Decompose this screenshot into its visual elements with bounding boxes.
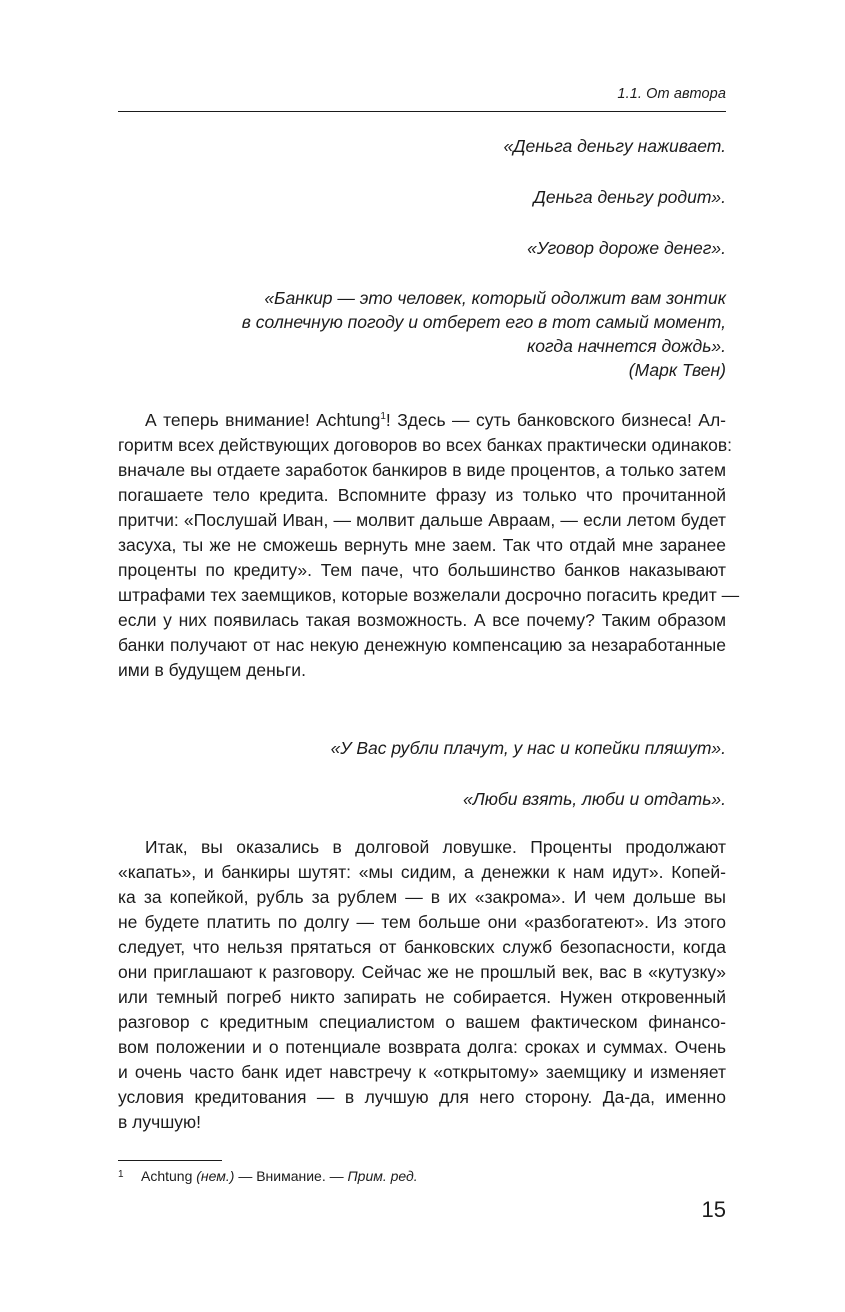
text-line: Итак, вы оказались в долговой ловушке. Проценты продолжают: [145, 837, 726, 857]
epigraph-line: Деньга деньгу родит».: [533, 187, 726, 207]
epigraph-line: «Деньга деньгу наживает.: [503, 136, 726, 156]
epigraph-line: «У Вас рубли плачут, у нас и копейки пляшут».: [330, 738, 726, 758]
text-line: разговор с кредитным специалистом о вашем фактическом финансо-: [118, 1012, 726, 1032]
footnote-editor-note: Прим. ред.: [347, 1168, 418, 1184]
epigraph-attribution: (Марк Твен): [628, 360, 726, 380]
running-header: 1.1. От автора: [617, 86, 726, 102]
text-line: ими в будущем деньги.: [118, 660, 306, 680]
text-line: они приглашают к разговору. Сейчас же не прошлый век, вас в «кутузку»: [118, 962, 726, 982]
text-line: если у них появилась такая возможность. А все почему? Таким образом: [118, 610, 726, 630]
footnote: [118, 1165, 726, 1186]
epigraph-line: «Уговор дороже денег».: [527, 238, 726, 258]
footnote-number: 1: [118, 1169, 124, 1180]
text-line: ка за копейкой, рубль за рублем — в их «закрома». И чем дольше вы: [118, 887, 726, 907]
header-rule: [118, 111, 726, 112]
text-line: горитм всех действующих договоров во всех банках практически одинаков:: [118, 435, 733, 455]
text-line: вначале вы отдаете заработок банкиров в виде процентов, а только затем: [118, 460, 726, 480]
text-line: не будете платить по долгу — тем больше они «разбогатеют». Из этого: [118, 912, 726, 932]
text-line: в лучшую!: [118, 1112, 202, 1132]
footnote-text: — Внимание. —: [238, 1168, 344, 1184]
epigraph-quote-line: «Банкир — это человек, который одолжит вам зонтик: [264, 288, 726, 308]
footnote-marker[interactable]: 1: [380, 411, 386, 422]
epigraph-quote-line: когда начнется дождь».: [527, 336, 726, 356]
text-line: и очень часто банк идет навстречу к «открытому» заемщику и изменяет: [118, 1062, 726, 1082]
text-line: А теперь внимание! Achtung$^1$! Здесь — суть банковского бизнеса! Ал-: [145, 410, 726, 430]
text-line: засуха, ты же не сможешь вернуть мне заем. Так что отдай мне заранее: [118, 535, 726, 555]
text-line: погашаете тело кредита. Вспомните фразу из только что прочитанной: [118, 485, 726, 505]
epigraph-line: «Люби взять, люби и отдать».: [462, 789, 726, 809]
text-line: следует, что нельзя прятаться от банковских служб безопасности, когда: [118, 937, 726, 957]
footnote-language: (нем.): [196, 1168, 235, 1184]
text-line: притчи: «Послушай Иван, — молвит дальше Авраам, — если летом будет: [118, 510, 726, 530]
body-paragraph: [118, 408, 740, 683]
text-line: проценты по кредиту». Тем паче, что большинство банков наказывают: [118, 560, 726, 580]
text-line: штрафами тех заемщиков, которые возжелали досрочно погасить кредит —: [118, 585, 740, 605]
page-number: 15: [701, 1197, 726, 1222]
body-paragraph: [118, 835, 726, 1135]
text-line: банки получают от нас некую денежную компенсацию за незаработанные: [118, 635, 726, 655]
text-line: вом положении и о потенциале возврата долга: сроках и суммах. Очень: [118, 1037, 726, 1057]
footnote-rule: [118, 1160, 222, 1161]
footnote-term: Achtung: [141, 1168, 193, 1184]
text-line: условия кредитования — в лучшую для него сторону. Да-да, именно: [118, 1087, 726, 1107]
text-line: «капать», и банкиры шутят: «мы сидим, а денежки к нам идут». Копей-: [118, 862, 726, 882]
text-line: или темный погреб никто запирать не собирается. Нужен откровенный: [118, 987, 726, 1007]
epigraph-quote-line: в солнечную погоду и отберет его в тот самый момент,: [241, 312, 726, 332]
